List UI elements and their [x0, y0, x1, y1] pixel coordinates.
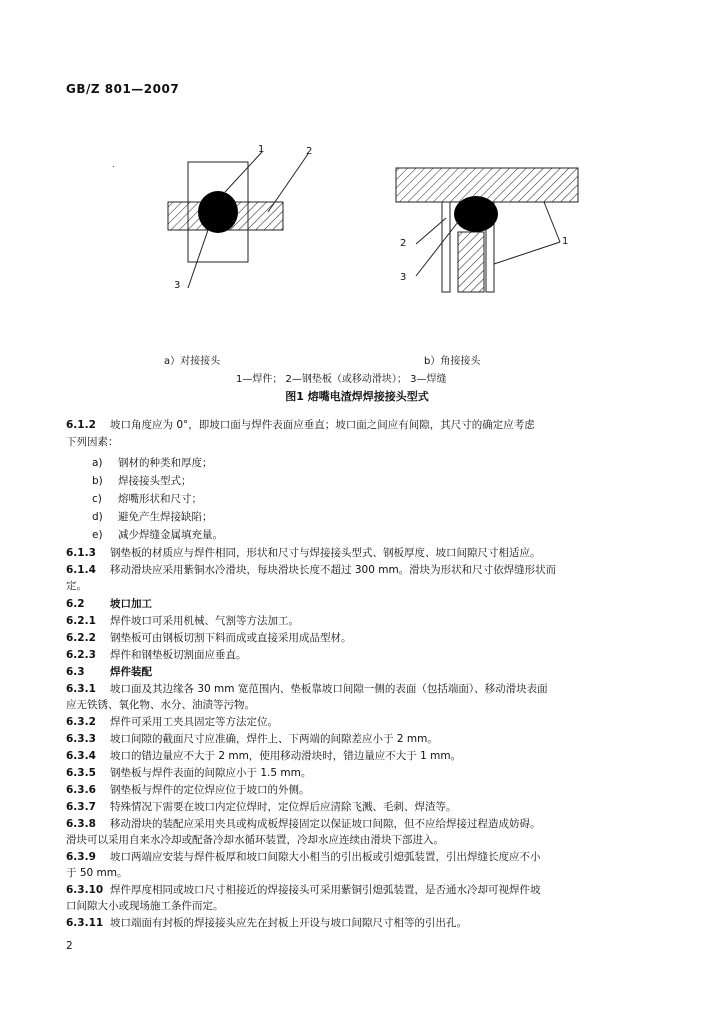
- clause-6-3-5: 6.3.5 钢垫板与焊件表面的间隙应小于 1.5 mm。: [66, 767, 312, 779]
- list-item: a) 钢材的种类和厚度；: [92, 457, 213, 469]
- figure-b-leader-3: 3: [400, 272, 407, 283]
- clause-6-3-1: 6.3.1 坡口面及其边缘各 30 mm 宽范围内、垫板靠坡口间隙一侧的表面（包括端面）、移动滑块表面: [66, 683, 548, 695]
- clause-6-1-4: 6.1.4 移动滑块应采用紫铜水冷滑块，每块滑块长度不超过 300 mm。滑块为形状和尺寸依焊缝形状而: [66, 564, 557, 576]
- list-item: e) 减少焊缝金属填充量。: [92, 529, 223, 541]
- clause-6-3-9-cont: 于 50 mm。: [66, 867, 128, 879]
- clause-6-1-2: 6.1.2 坡口角度应为 0°，即坡口面与焊件表面应垂直；坡口面之间应有间隙，其尺寸的确定应考虑: [66, 419, 535, 431]
- figure-a-butt-joint: [150, 140, 313, 300]
- stray-mark: .: [112, 160, 115, 169]
- figure-a-caption: a）对接接头: [164, 356, 221, 367]
- clause-6-3-3: 6.3.3 坡口间隙的截面尺寸应准确，焊件上、下两端的间隙差应小于 2 mm。: [66, 733, 438, 745]
- clause-6-2-2: 6.2.2 钢垫板可由钢板切割下料而成或直接采用成品型材。: [66, 632, 352, 644]
- figure-title: 图1 熔嘴电渣焊焊接接头型式: [285, 390, 429, 403]
- clause-6-1-2-cont: 下列因素：: [66, 436, 119, 448]
- clause-6-3-2: 6.3.2 焊件可采用工夹具固定等方法定位。: [66, 716, 278, 728]
- clause-6-2-1: 6.2.1 焊件坡口可采用机械、气割等方法加工。: [66, 615, 299, 627]
- list-item: c) 熔嘴形状和尺寸；: [92, 493, 202, 505]
- figure-legend: 1—焊件； 2—钢垫板（或移动滑块）； 3—焊缝: [236, 374, 447, 385]
- clause-6-3-6: 6.3.6 钢垫板与焊件的定位焊应位于坡口的外侧。: [66, 784, 310, 796]
- list-item: d) 避免产生焊接缺陷；: [92, 511, 213, 523]
- section-6-2-heading: 6.2 坡口加工: [66, 598, 152, 610]
- butt-joint-diagram: [150, 140, 313, 300]
- figure-a-leader-1: 1: [258, 144, 265, 155]
- clause-6-3-4: 6.3.4 坡口的错边量应不大于 2 mm，使用移动滑块时，错边量应不大于 1 mm。: [66, 750, 462, 762]
- clause-6-3-9: 6.3.9 坡口两端应安装与焊件板厚和坡口间隙大小相当的引出板或引熄弧装置，引出焊缝长度应不小: [66, 851, 541, 863]
- clause-6-3-11: 6.3.11 坡口端面有封板的焊接接头应先在封板上开设与坡口间隙尺寸相等的引出孔。: [66, 917, 467, 929]
- clause-6-2-3: 6.2.3 焊件和钢垫板切割面应垂直。: [66, 649, 247, 661]
- clause-6-3-10: 6.3.10 焊件厚度相同或坡口尺寸相接近的焊接接头可采用紫铜引熄弧装置，是否通水冷却可视焊件坡: [66, 884, 541, 896]
- figure-b-leader-1: 1: [562, 236, 569, 247]
- clause-6-3-7: 6.3.7 特殊情况下需要在坡口内定位焊时，定位焊后应清除飞溅、毛刺、焊渣等。: [66, 801, 457, 813]
- page-number: 2: [66, 940, 73, 952]
- figure-b-leader-2: 2: [400, 238, 407, 249]
- figure-b-caption: b）角接接头: [424, 356, 481, 367]
- clause-6-1-4-cont: 定。: [66, 580, 87, 592]
- clause-6-3-10-cont: 口间隙大小或现场施工条件而定。: [66, 900, 224, 912]
- clause-6-3-1-cont: 应无铁锈、氧化物、水分、油渍等污物。: [66, 699, 255, 711]
- corner-joint-diagram: [390, 160, 590, 300]
- clause-6-3-8-cont: 滑块可以采用自来水冷却或配备冷却水循环装置，冷却水应连续由滑块下部进入。: [66, 834, 444, 846]
- document-code: GB/Z 801—2007: [66, 82, 180, 96]
- list-item: b) 焊接接头型式；: [92, 475, 192, 487]
- clause-6-1-3: 6.1.3 钢垫板的材质应与焊件相同，形状和尺寸与焊接接头型式、钢板厚度、坡口间隙尺寸相适应。: [66, 547, 541, 559]
- figure-a-leader-3: 3: [174, 280, 181, 291]
- clause-6-3-8: 6.3.8 移动滑块的装配应采用夹具或构成板焊接固定以保证坡口间隙，但不应给焊接过程造成妨碍。: [66, 818, 541, 830]
- figure-a-leader-2: 2: [306, 146, 313, 157]
- figure-b-corner-joint: [390, 160, 590, 300]
- section-6-3-heading: 6.3 焊件装配: [66, 666, 152, 678]
